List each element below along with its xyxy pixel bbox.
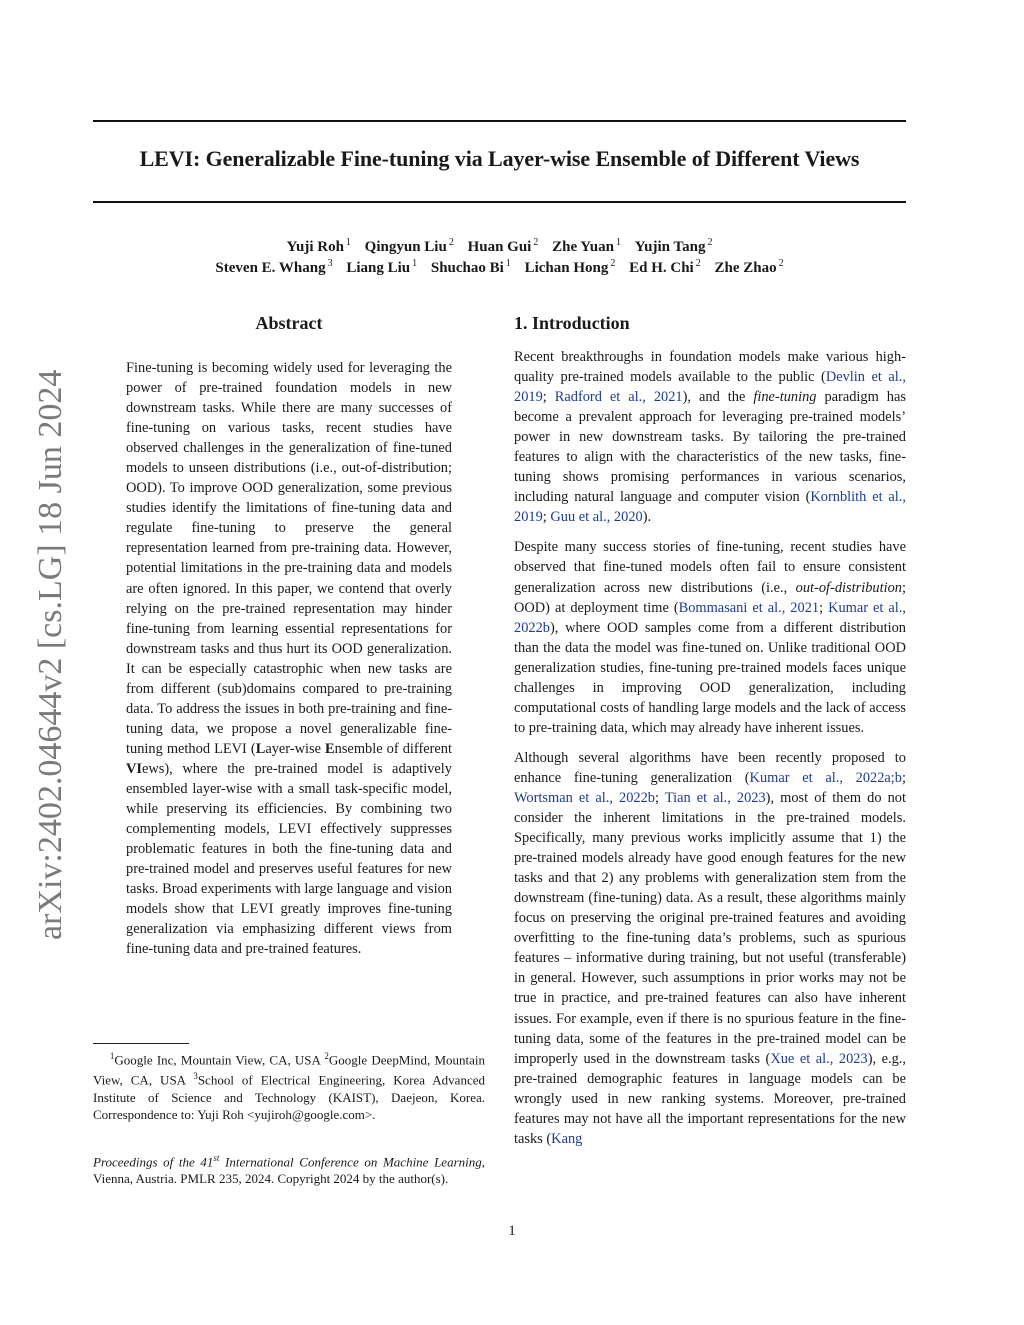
author: Zhe Zhao $^2$ (714, 258, 784, 276)
introduction-heading: 1. Introduction (514, 313, 630, 333)
intro-paragraph: Although several algorithms have been recently proposed to enhance fine-tuning generalization (Kumar et al., 2022a;b; Wortsman et al., 2022b; Tian et al., 2023), most of them do not consider the inherent limitations in the pre-trained models. Specifically, many previous works implicitly assume that 1) the pre-trained models already have good enough features for the new tasks and that 2) any problems with generalization stem from the downstream (fine-tuning) data. As a result, these algorithms mainly focus on preserving the original pre-trained features and avoiding overfitting to the fine-tuning data’s problems, such as spurious features – informative during training, but not useful (transferable) in general. However, such assumptions in prior works may not be true in practice, and pre-trained features can also have inherent issues. For example, even if there is no spurious feature in the fine-tuning data, some of the features in the pre-trained model can be improperly used in the downstream tasks (Xue et al., 2023), e.g., pre-trained demographic features in language models can be wrongly used in new ranking systems. Moreover, pre-trained features may not have all the important representations for the new tasks (Kang (514, 749, 907, 1147)
footnote-rule (93, 1043, 189, 1044)
citation-link[interactable]: Tian et al., 2023 (664, 789, 766, 806)
author-line-1 (93, 237, 906, 256)
arxiv-stamp: arXiv:2402.04644v2 [cs.LG] 18 Jun 2024 (32, 369, 69, 940)
author: Qingyun Liu $^2$ (364, 237, 454, 255)
author: Shuchao Bi $^1$ (430, 258, 511, 276)
author-line-2 (93, 258, 906, 277)
affiliation-footnote: $^1$Google Inc, Mountain View, CA, USA $^2$Google DeepMind, Mountain View, CA, USA $^3$School of Electrical Engineering, Korea Advanced Institute of Science and Technology (KAIST), Daejeon, Korea. Correspondence to: Yuji Roh <yujiroh@google.com>. (93, 1051, 486, 1122)
citation-link[interactable]: Kornblith et al., 2019 (514, 489, 906, 526)
author: Lichan Hong $^2$ (524, 258, 616, 276)
intro-paragraph: Despite many success stories of fine-tuning, recent studies have observed that fine-tuned models often fail to ensure consistent generalization across new distributions (i.e., out-of-distribution; OOD) at deployment time (Bommasani et al., 2021; Kumar et al., 2022b), where OOD samples come from a different distribution than the data the model was fine-tuned on. Unlike traditional OOD generalization studies, fine-tuning pre-trained models faces unique challenges in improving OOD generalization, including computational costs of handling large models and the lack of access to pre-training data, which may already have inherent issues. (514, 539, 906, 736)
citation-link[interactable]: Radford et al., 2021 (554, 389, 683, 406)
citation-link[interactable]: Kumar et al., 2022a;b (749, 769, 902, 786)
abstract-body: Fine-tuning is becoming widely used for leveraging the power of pre-trained foundation models in new downstream tasks. While there are many successes of fine-tuning on various tasks, recent studies have observed challenges in the generalization of fine-tuned models to unseen distributions (i.e., out-of-distribution; OOD). To improve OOD generalization, some previous studies identify the limitations of fine-tuning data and regulate fine-tuning to preserve the general representation learned from pre-training data. However, potential limitations in the pre-training data and models are often ignored. In this paper, we contend that overly relying on the pre-trained representation may hinder fine-tuning from learning essential representations for downstream tasks and thus hurt its OOD generalization. It can be especially catastrophic when new tasks are from different (sub)domains compared to pre-training data. To address the issues in both pre-training and fine-tuning data, we propose a novel generalizable fine-tuning method LEVI (Layer-wise Ensemble of different VIews), where the pre-trained model is adaptively ensembled layer-wise with a small task-specific model, while preserving its efficiencies. By combining two complementing models, LEVI effectively suppresses problematic features in both the fine-tuning data and pre-trained model and preserves useful features for new tasks. Broad experiments with large language and vision models show that LEVI greatly improves fine-tuning generalization via emphasizing different views from fine-tuning data and pre-trained features. (126, 360, 452, 958)
author: Huan Gui $^2$ (467, 237, 539, 255)
author: Steven E. Whang $^3$ (215, 258, 333, 276)
author: Ed H. Chi $^2$ (629, 258, 701, 276)
author: Liang Liu $^1$ (346, 258, 418, 276)
page-number: 1 (508, 1223, 516, 1239)
title-rule-top (93, 120, 906, 122)
author: Zhe Yuan $^1$ (552, 237, 621, 255)
author: Yujin Tang $^2$ (634, 237, 713, 255)
title-rule-bottom (93, 201, 906, 203)
paper-title: LEVI: Generalizable Fine-tuning via Layer-wise Ensemble of Different Views (139, 146, 860, 171)
citation-link[interactable]: Guu et al., 2020 (550, 509, 643, 526)
citation-link[interactable]: Xue et al., 2023 (770, 1050, 868, 1067)
citation-link[interactable]: Kang (551, 1130, 583, 1147)
abstract-heading: Abstract (255, 313, 323, 333)
citation-link[interactable]: Kumar et al., 2022b (514, 599, 906, 636)
introduction-body (514, 347, 906, 1159)
citation-link[interactable]: Wortsman et al., 2022b (514, 789, 655, 806)
proceedings-footnote: Proceedings of the 41st International Conference on Machine Learning, Vienna, Austria. PMLR 235, 2024. Copyright 2024 by the author(s). (93, 1153, 485, 1187)
citation-link[interactable]: Devlin et al., 2019 (514, 369, 906, 406)
intro-paragraph: Recent breakthroughs in foundation models make various high-quality pre-trained models available to the public (Devlin et al., 2019; Radford et al., 2021), and the fine-tuning paradigm has become a prevalent approach for leveraging pre-trained models’ power in new downstream tasks. By tailoring the pre-trained features to align with the characteristics of the new tasks, fine-tuning shows promising performances in various scenarios, including natural language and computer vision (Kornblith et al., 2019; Guu et al., 2020). (514, 349, 906, 526)
citation-link[interactable]: Bommasani et al., 2021 (678, 599, 820, 616)
author: Yuji Roh $^1$ (286, 237, 351, 255)
